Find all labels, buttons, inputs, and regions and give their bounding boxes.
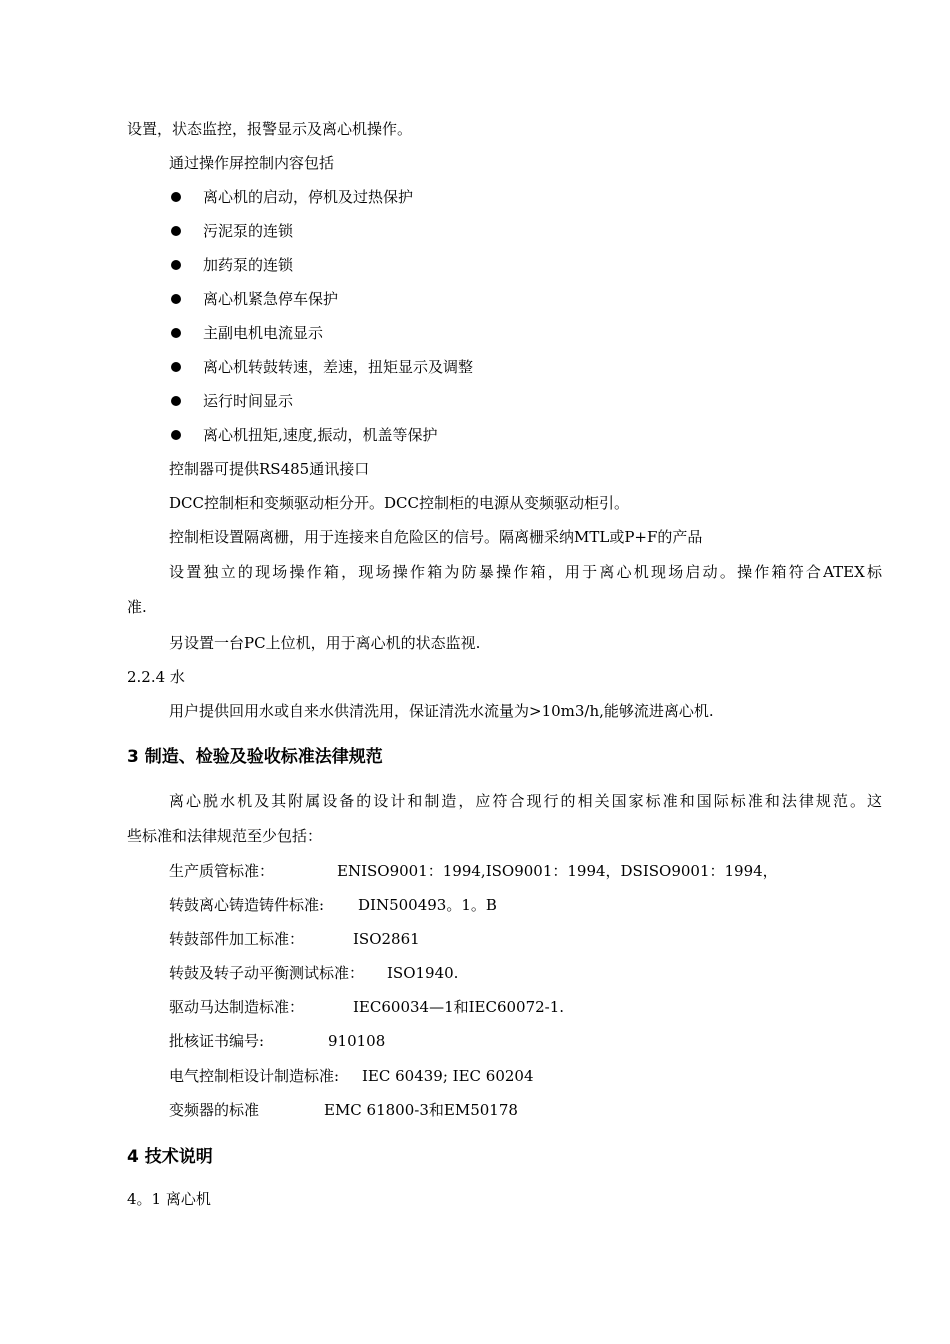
top-line: 设置，状态监控，报警显示及离心机操作。 [127,120,413,138]
standard-row: 转鼓离心铸造铸件标准: [169,896,325,914]
bullet-dot-icon [171,294,181,304]
standard-row: 批核证书编号: [169,1032,265,1050]
barrier-paragraph: 控制柜设置隔离栅，用于连接来自危险区的信号。隔离栅采纳MTL或P+F的产品 [169,528,703,546]
bullet-dot-icon [171,192,181,202]
rs485-paragraph: 控制器可提供RS485通讯接口 [169,460,370,478]
standard-row: 生产质管标准： [169,862,275,880]
document-page: 设置，状态监控，报警显示及离心机操作。 通过操作屏控制内容包括 离心机的启动，停机及过热保护 污泥泵的连锁 加药泵的连锁 离心机紧急停车保护 主副电机电流显示 离心机转鼓转速，差速，扭矩显示及调整 运行时间显示 离心机扭矩,速度,振动，机盖等保护 控制器可提供RS485通讯接口 DCC控制柜和变频驱动柜分开。DCC控制柜的电源从变频驱动柜引。 控制柜设置隔离栅，用于连接来自危险区的信号。隔离栅采纳MTL或P+F的产品 设置独立的现场操作箱，现场操作箱为防暴操作箱，用于离心机现场启动。操作箱符合ATEX标 准. 另设置一台PC上位机，用于离心机的状态监视. 2.2.4 水 用户提供回用水或自来水供清洗用，保证清洗水流量为>10m3/h,能够流进离心机. 3 制造、检验及验收标准法律规范 离心脱水机及其附属设备的设计和制造，应符合现行的相关国家标准和国际标准和法律规范。这 些标准和法律规范至少包括： 生产质管标准： ENISO9001：1994,ISO9001：1994，DSISO9001：1994， 转鼓离心铸造铸件标准: DIN500493。1。B 转鼓部件加工标准： ISO2861 转鼓及转子动平衡测试标准： ISO1940. 驱动马达制造标准： IEC60034—1和IEC60072-1. 批核证书编号: 910108 电气控制柜设计制造标准: IEC 60439; IEC 60204 变频器的标准 EMC 61800-3和EM50178 4 技术说明 4。1 离心机 [127,120,882,1208]
bullet-dot-icon [171,260,181,270]
standard-row: 变频器的标准 [169,1101,260,1119]
section-3-intro-line1: 离心脱水机及其附属设备的设计和制造，应符合现行的相关国家标准和国际标准和法律规范。这 [169,792,882,810]
dcc-paragraph: DCC控制柜和变频驱动柜分开。DCC控制柜的电源从变频驱动柜引。 [169,494,629,512]
intro-line: 通过操作屏控制内容包括 [169,154,335,172]
section-4-1-title: 4。1 离心机 [127,1190,211,1208]
section-4-heading: 4 技术说明 [127,1147,213,1167]
standard-row: 电气控制柜设计制造标准: [169,1067,340,1085]
standard-row: 驱动马达制造标准： [169,998,305,1016]
standard-value: EMC 61800-3和EM50178 [324,1101,518,1119]
standard-row: 转鼓及转子动平衡测试标准： [169,964,365,982]
section-3-heading: 3 制造、检验及验收标准法律规范 [127,747,383,767]
field-box-paragraph-line1: 设置独立的现场操作箱，现场操作箱为防暴操作箱，用于离心机现场启动。操作箱符合ATEX标 [169,563,882,581]
standard-value: 910108 [328,1032,386,1050]
section-2-2-4-text: 用户提供回用水或自来水供清洗用，保证清洗水流量为>10m3/h,能够流进离心机. [169,702,714,720]
bullet-dot-icon [171,430,181,440]
bullet-dot-icon [171,362,181,372]
standard-value: ISO2861 [353,930,420,948]
section-2-2-4-title: 2.2.4 水 [127,668,185,686]
pc-paragraph: 另设置一台PC上位机，用于离心机的状态监视. [169,634,481,652]
standard-value: ISO1940. [387,964,459,982]
bullet-dot-icon [171,396,181,406]
bullet-dot-icon [171,226,181,236]
standard-value: ENISO9001：1994,ISO9001：1994，DSISO9001：1994， [337,862,778,880]
standard-value: IEC 60439; IEC 60204 [362,1067,534,1085]
bullet-dot-icon [171,328,181,338]
field-box-paragraph-line2: 准. [127,598,147,616]
standard-row: 转鼓部件加工标准： [169,930,305,948]
standard-value: IEC60034—1和IEC60072-1. [353,998,565,1016]
section-3-intro-line2: 些标准和法律规范至少包括： [127,827,323,845]
standard-value: DIN500493。1。B [358,896,497,914]
